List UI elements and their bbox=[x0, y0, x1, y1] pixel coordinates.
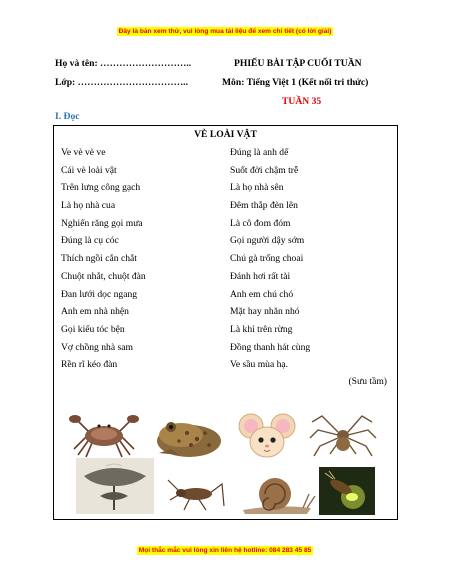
poem-line: Là họ nhà cua bbox=[61, 200, 116, 212]
poem-line: Ve vè vè ve bbox=[61, 147, 106, 158]
poem-line: Đêm thắp đèn lên bbox=[230, 200, 298, 212]
student-name-line: Họ và tên: ……………………….. bbox=[55, 58, 192, 69]
snail-picture bbox=[237, 472, 317, 516]
crab-picture bbox=[66, 411, 142, 461]
firefly-picture bbox=[319, 467, 375, 515]
poem-line: Đan lưới dọc ngang bbox=[61, 288, 138, 300]
toad-picture bbox=[151, 409, 225, 461]
hotline-footer-text: Mọi thắc mắc vui lòng xin liên hệ hotline: 084 283 45 85 bbox=[138, 547, 312, 554]
poem-line: Suốt đời chậm trễ bbox=[230, 164, 299, 176]
poem-line: Đúng là cụ cóc bbox=[61, 235, 119, 247]
poem-line: Chú gà trống choai bbox=[230, 253, 304, 265]
poem-line: Đồng thanh hát cùng bbox=[230, 341, 311, 353]
preview-banner-text: Đây là bản xem thử, vui lòng mua tài liệu để xem chi tiết (có lời giải) bbox=[118, 28, 332, 35]
poem-line: Mặt hay nhăn nhó bbox=[230, 306, 300, 318]
poem-box bbox=[53, 125, 398, 520]
subject-line: Môn: Tiếng Việt 1 (Kết nối tri thức) bbox=[222, 77, 369, 88]
poem-line: Ve sầu mùa hạ. bbox=[230, 359, 289, 371]
class-line: Lớp: …………………………….. bbox=[55, 77, 188, 88]
horseshoe-crab-picture bbox=[76, 458, 154, 514]
poem-line: Thích ngồi cắn chắt bbox=[61, 253, 137, 265]
preview-banner bbox=[0, 27, 450, 36]
animal-pictures bbox=[54, 396, 397, 516]
poem-line: Trên lưng công gạch bbox=[61, 182, 141, 194]
worksheet-title: PHIẾU BÀI TẬP CUỐI TUẦN bbox=[234, 58, 362, 69]
poem-line: Vợ chồng nhà sam bbox=[61, 341, 133, 353]
section-heading-reading: I. Đọc bbox=[55, 111, 80, 122]
poem-line: Rền rĩ kéo đàn bbox=[61, 359, 118, 371]
hotline-footer bbox=[0, 546, 450, 555]
cricket-picture bbox=[166, 476, 226, 512]
poem-source: (Sưu tầm) bbox=[348, 376, 387, 387]
poem-line: Đánh hơi rất tài bbox=[230, 270, 291, 282]
poem-line: Đúng là anh dế bbox=[230, 147, 289, 158]
poem-line: Nghiến răng gọi mưa bbox=[61, 217, 143, 229]
poem-line: Gọi người dậy sớm bbox=[230, 235, 305, 247]
poem-line: Anh em nhà nhện bbox=[61, 306, 129, 318]
spider-picture bbox=[308, 410, 378, 460]
poem-line: Chuột nhắt, chuột đàn bbox=[61, 270, 146, 282]
week-label: TUẦN 35 bbox=[282, 96, 322, 107]
poem-left-column bbox=[61, 147, 146, 377]
poem-line: Là khỉ trên rừng bbox=[230, 323, 293, 335]
poem-line: Gọi kiểu tóc bện bbox=[61, 323, 125, 335]
poem-title: VÈ LOÀI VẬT bbox=[194, 129, 257, 140]
poem-line: Là cô đom đóm bbox=[230, 217, 291, 229]
poem-line: Cái vè loài vật bbox=[61, 164, 117, 176]
poem-line: Là họ nhà sên bbox=[230, 182, 284, 194]
poem-right-column bbox=[230, 147, 310, 377]
mouse-picture bbox=[237, 410, 297, 462]
poem-line: Anh em chú chó bbox=[230, 288, 294, 300]
